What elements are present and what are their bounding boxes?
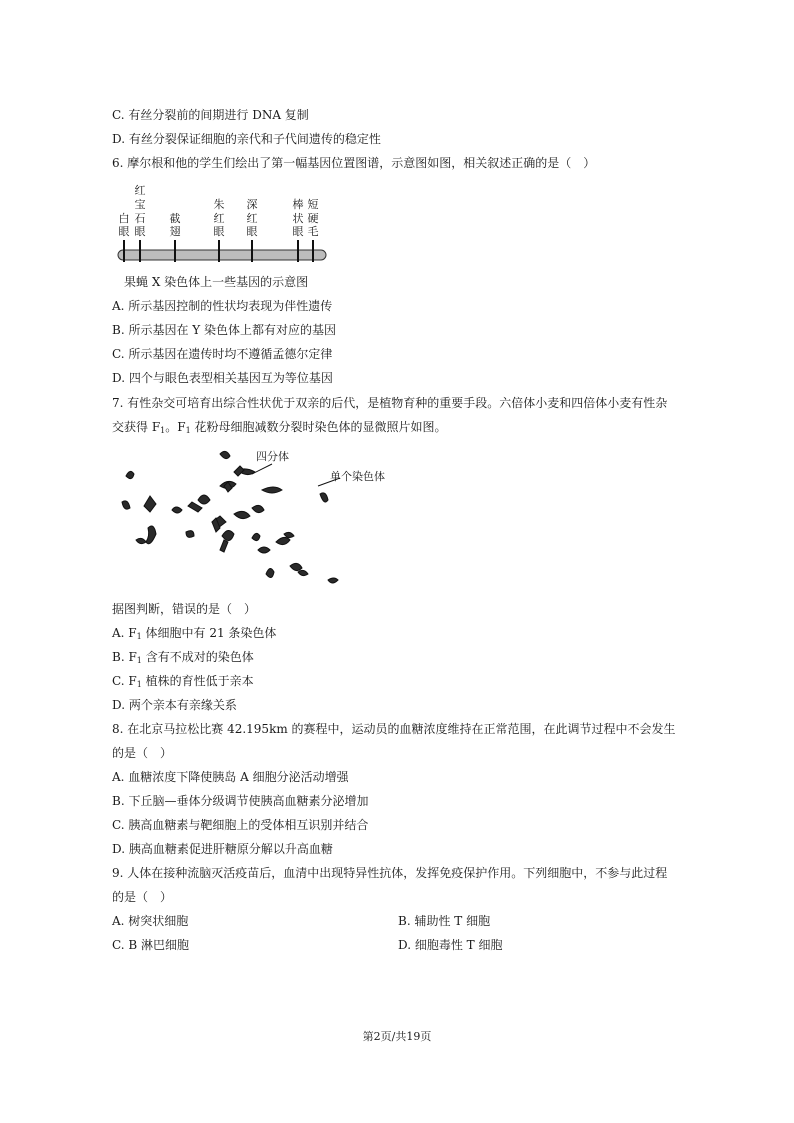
q9-option-b: B. 辅助性 T 细胞 bbox=[398, 914, 491, 928]
gene-label-vermilion-1: 朱 bbox=[213, 198, 225, 211]
q9-option-d: D. 细胞毒性 T 细胞 bbox=[398, 938, 503, 952]
chromosome-micrograph bbox=[112, 442, 402, 592]
question-8-line-2: 的是（ ） bbox=[112, 746, 173, 760]
gene-label-vermilion-3: 眼 bbox=[213, 225, 225, 238]
gene-label-short-bristle-3: 毛 bbox=[307, 225, 319, 238]
gene-label-deep-red-1: 深 bbox=[246, 198, 258, 211]
question-7-prompt: 据图判断，错误的是（ ） bbox=[112, 602, 257, 616]
gene-label-ruby-1: 红 bbox=[134, 184, 146, 197]
q6-option-b: B. 所示基因在 Y 染色体上都有对应的基因 bbox=[112, 323, 336, 337]
q9-option-c: C. B 淋巴细胞 bbox=[112, 938, 190, 952]
question-9-line-1: 9. 人体在接种流脑灭活疫苗后，血清中出现特异性抗体，发挥免疫保护作用。下列细胞中，不参与此过程 bbox=[112, 866, 668, 880]
option-d-text: D. 有丝分裂保证细胞的亲代和子代间遗传的稳定性 bbox=[112, 132, 381, 146]
gene-map-figure bbox=[112, 182, 332, 268]
q8-option-d: D. 胰高血糖素促进肝糖原分解以升高血糖 bbox=[112, 842, 333, 856]
figure-6-caption: 果蝇 X 染色体上一些基因的示意图 bbox=[124, 275, 309, 289]
q7-option-c: C. $F_1$ 植株的育性低于亲本 bbox=[112, 674, 254, 689]
question-7-line-1: 7. 有性杂交可培育出综合性状优于双亲的后代，是植物育种的重要手段。六倍体小麦和四倍体小麦有性杂 bbox=[112, 396, 668, 410]
gene-label-deep-red-3: 眼 bbox=[246, 225, 258, 238]
q7-option-d: D. 两个亲本有亲缘关系 bbox=[112, 698, 237, 712]
gene-label-white-eye-2: 眼 bbox=[118, 225, 130, 238]
chromosome-bar bbox=[118, 250, 326, 260]
q8-option-b: B. 下丘脑—垂体分级调节使胰高血糖素分泌增加 bbox=[112, 794, 369, 808]
gene-label-ruby-4: 眼 bbox=[134, 225, 146, 238]
question-8-line-1: 8. 在北京马拉松比赛 42.195km 的赛程中，运动员的血糖浓度维持在正常范围，在此调节过程中不会发生 bbox=[112, 722, 676, 736]
q9-option-a: A. 树突状细胞 bbox=[112, 914, 189, 928]
gene-label-bar-eye-2: 状 bbox=[292, 212, 304, 225]
question-9-line-2: 的是（ ） bbox=[112, 890, 173, 904]
q8-option-a: A. 血糖浓度下降使胰岛 A 细胞分泌活动增强 bbox=[112, 770, 349, 784]
gene-label-bar-eye-1: 棒 bbox=[292, 198, 304, 211]
page-footer: 第2页/共19页 bbox=[362, 1030, 432, 1043]
gene-label-bar-eye-3: 眼 bbox=[292, 225, 304, 238]
label-single-chromosome: 单个染色体 bbox=[330, 470, 385, 483]
gene-label-white-eye-1: 白 bbox=[118, 212, 130, 225]
q7-option-a: A. $F_1$ 体细胞中有 21 条染色体 bbox=[112, 626, 277, 641]
option-c-text: C. 有丝分裂前的间期进行 DNA 复制 bbox=[112, 108, 309, 122]
q6-option-d: D. 四个与眼色表型相关基因互为等位基因 bbox=[112, 371, 333, 385]
gene-label-ruby-2: 宝 bbox=[134, 198, 146, 211]
gene-label-ruby-3: 石 bbox=[134, 212, 146, 225]
gene-label-deep-red-2: 红 bbox=[246, 212, 258, 225]
gene-label-cut-wing-2: 翅 bbox=[169, 225, 181, 238]
q8-option-c: C. 胰高血糖素与靶细胞上的受体相互识别并结合 bbox=[112, 818, 369, 832]
label-tetrad: 四分体 bbox=[256, 450, 289, 463]
gene-label-short-bristle-1: 短 bbox=[307, 198, 319, 211]
q6-option-c: C. 所示基因在遗传时均不遵循孟德尔定律 bbox=[112, 347, 333, 361]
question-6: 6. 摩尔根和他的学生们绘出了第一幅基因位置图谱，示意图如图，相关叙述正确的是（ ） bbox=[112, 156, 596, 170]
gene-label-cut-wing-1: 截 bbox=[169, 212, 181, 225]
question-7-line-2: 交获得 $F_1$。$F_1$ 花粉母细胞减数分裂时染色体的显微照片如图。 bbox=[112, 420, 447, 435]
q6-option-a: A. 所示基因控制的性状均表现为伴性遗传 bbox=[112, 299, 333, 313]
gene-label-vermilion-2: 红 bbox=[213, 212, 225, 225]
gene-label-short-bristle-2: 硬 bbox=[307, 212, 319, 225]
q7-option-b: B. $F_1$ 含有不成对的染色体 bbox=[112, 650, 254, 665]
